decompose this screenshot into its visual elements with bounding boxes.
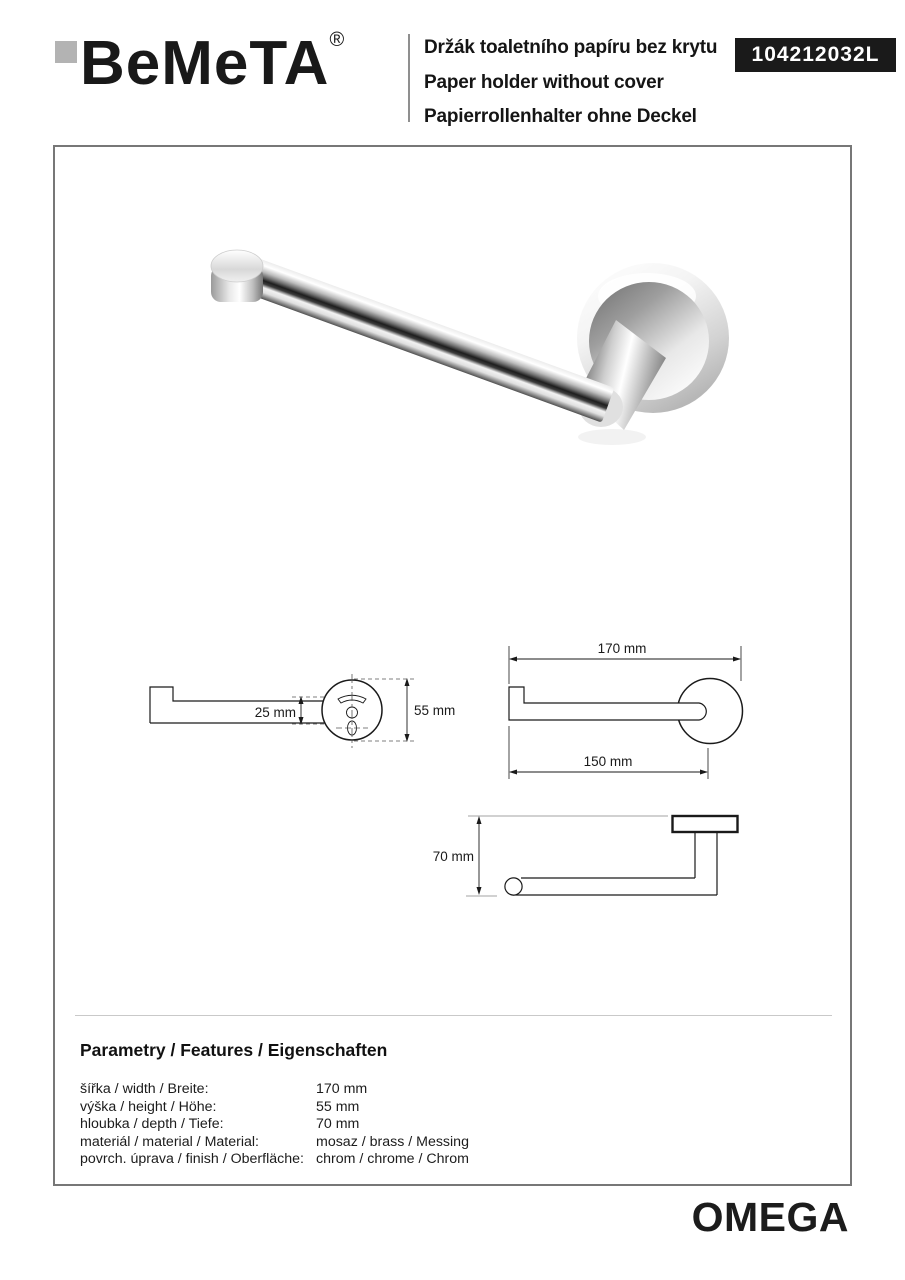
registered-trademark-icon: ® [329,29,345,51]
drawing-side-view [150,674,455,748]
param-value: 55 mm [316,1098,360,1115]
parameters-heading: Parametry / Features / Eigenschaften [80,1040,388,1060]
product-titles [424,31,717,135]
arrowhead [477,816,482,824]
dim-label-70mm: 70 mm [432,849,474,864]
param-value: chrom / chrome / Chrom [316,1151,469,1168]
param-label: povrch. úprava / finish / Oberfläche: [80,1151,304,1168]
side-view-arm-outline [150,687,335,723]
param-row-finish [80,1151,680,1169]
product-photo [211,250,729,445]
arrowhead [700,770,708,775]
holder-bar-photo [228,252,615,423]
dim-label-25mm: 25 mm [254,705,296,720]
logo-square-icon [55,41,77,63]
arrowhead [509,657,517,662]
top-view-arm-end [505,878,522,895]
dim-label-170mm: 170 mm [597,641,647,656]
param-label: šířka / width / Breite: [80,1081,209,1097]
param-row-material [80,1134,680,1152]
end-cap-top [211,250,263,282]
product-title-english: Paper holder without cover [424,71,664,93]
param-value: 170 mm [316,1081,368,1097]
product-artwork [53,145,852,1186]
param-label: hloubka / depth / Tiefe: [80,1116,224,1133]
dim-label-55mm: 55 mm [414,703,456,718]
top-view-arm [513,878,717,895]
arrowhead [733,657,741,662]
product-title-czech: Držák toaletního papíru bez krytu [424,37,718,58]
arrowhead [477,887,482,895]
section-divider [75,1015,832,1016]
brand-logo [80,28,344,99]
param-label: materiál / material / Material: [80,1133,259,1150]
series-name: OMEGA [691,1194,849,1240]
front-view-arm-outline [509,687,706,720]
drawing-top-view [433,816,738,896]
dim-label-150mm: 150 mm [583,754,633,769]
product-code-badge: 104212032L [735,38,896,72]
arrowhead [509,770,517,775]
param-value: mosaz / brass / Messing [316,1133,469,1150]
param-row-width [80,1081,680,1099]
product-title-german: Papierrollenhalter ohne Deckel [424,106,697,127]
param-label: výška / height / Höhe: [80,1098,217,1115]
param-row-depth [80,1116,680,1134]
top-view-stem [695,833,717,895]
header-divider [408,34,410,122]
param-value: 70 mm [316,1116,360,1133]
top-view-wall-plate [673,816,738,832]
brand-logo-text: BeMeTA [80,29,330,98]
param-row-height [80,1099,680,1117]
drawing-front-view [509,641,743,779]
photo-shadow [578,429,646,445]
parameters-section [80,1040,680,1169]
